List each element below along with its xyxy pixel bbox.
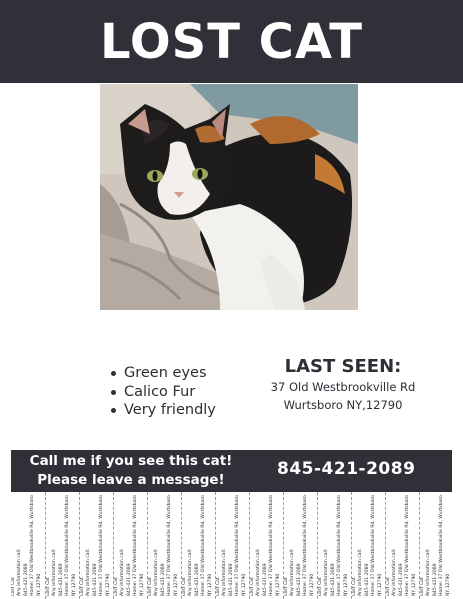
- tab-phone: 845-421-2089: [262, 563, 268, 596]
- tab-address: Home: 37 Old Westbrookville Rd, Wurtsboro: [30, 495, 36, 596]
- tear-off-tab[interactable]: [351, 492, 386, 599]
- tear-off-tab[interactable]: [181, 492, 216, 599]
- tear-off-tab[interactable]: [215, 492, 250, 599]
- tab-phone: 845-421-2089: [92, 563, 98, 596]
- tab-info-label: Any information call:: [17, 548, 23, 596]
- tear-off-tab[interactable]: [147, 492, 182, 599]
- tab-address: Home: 37 Old Westbrookville Rd, Wurtsboro: [133, 495, 139, 596]
- tab-title: Lost Cat: [80, 577, 85, 596]
- tab-title: Lost Cat: [420, 577, 425, 596]
- last-seen-heading: LAST SEEN:: [284, 356, 402, 377]
- trait-item: Calico Fur: [108, 383, 216, 402]
- tab-zip: NY,12790: [241, 573, 247, 596]
- tab-info-label: Any information call:: [426, 548, 432, 596]
- tab-zip: NY,12790: [207, 573, 213, 596]
- tab-phone: 845-421-2089: [330, 563, 336, 596]
- tab-info-label: Any information call:: [188, 548, 194, 596]
- tab-zip: NY,12790: [36, 573, 42, 596]
- trait-item: Very friendly: [108, 401, 216, 420]
- header-band: [0, 0, 463, 83]
- tab-address: Home: 37 Old Westbrookville Rd, Wurtsboro: [303, 495, 309, 596]
- tab-title: Lost Cat: [284, 577, 289, 596]
- tear-off-tab[interactable]: [317, 492, 352, 599]
- tab-title: Lost Cat: [250, 577, 255, 596]
- tab-info-label: Any information call:: [392, 548, 398, 596]
- banner-line2: Please leave a message!: [37, 472, 225, 488]
- tear-off-tab[interactable]: [45, 492, 80, 599]
- tab-zip: NY,12790: [377, 573, 383, 596]
- tear-off-tab[interactable]: [113, 492, 148, 599]
- tab-address: Home: 37 Old Westbrookville Rd, Wurtsboro: [235, 495, 241, 596]
- tear-off-tab[interactable]: [11, 492, 45, 599]
- last-seen-block: [268, 356, 418, 414]
- tear-off-tab[interactable]: [249, 492, 284, 599]
- tab-zip: NY,12790: [411, 573, 417, 596]
- tab-info-label: Any information call:: [324, 548, 330, 596]
- tab-info-label: Any information call:: [358, 548, 364, 596]
- tab-title: Lost Cat: [46, 577, 51, 596]
- tear-off-tab[interactable]: [79, 492, 114, 599]
- tab-title: Lost Cat: [114, 577, 119, 596]
- tab-phone: 845-421-2089: [432, 563, 438, 596]
- tab-zip: NY,12790: [309, 573, 315, 596]
- tab-phone: 845-421-2089: [126, 563, 132, 596]
- banner-phone: 845-421-2089: [277, 459, 416, 479]
- tab-phone: 845-421-2089: [23, 563, 29, 596]
- tear-off-tab[interactable]: [283, 492, 318, 599]
- tab-address: Home: 37 Old Westbrookville Rd, Wurtsboro: [371, 495, 377, 596]
- tear-off-tab[interactable]: [419, 492, 454, 599]
- tab-info-label: Any information call:: [222, 548, 228, 596]
- tab-phone: 845-421-2089: [364, 563, 370, 596]
- tab-info-label: Any information call:: [52, 548, 58, 596]
- tab-zip: NY,12790: [139, 573, 145, 596]
- contact-banner: [11, 450, 452, 492]
- page-title: LOST CAT: [99, 13, 364, 70]
- tab-address: Home: 37 Old Westbrookville Rd, Wurtsboro: [201, 495, 207, 596]
- tab-info-label: Any information call:: [120, 548, 126, 596]
- tab-address: Home: 37 Old Westbrookville Rd, Wurtsboro: [65, 495, 71, 596]
- banner-line1: Call me if you see this cat!: [29, 453, 233, 469]
- cat-photo: [100, 84, 358, 310]
- tear-off-tab[interactable]: [385, 492, 420, 599]
- tab-phone: 845-421-2089: [160, 563, 166, 596]
- tab-title: Lost Cat: [148, 577, 153, 596]
- tab-zip: NY,12790: [71, 573, 77, 596]
- tab-phone: 845-421-2089: [58, 563, 64, 596]
- tab-phone: 845-421-2089: [194, 563, 200, 596]
- tear-off-tabs: [11, 492, 452, 599]
- tab-phone: 845-421-2089: [398, 563, 404, 596]
- trait-item: Green eyes: [108, 364, 216, 383]
- tab-title: Lost Cat: [11, 577, 16, 596]
- tab-title: Lost Cat: [318, 577, 323, 596]
- tab-title: Lost Cat: [182, 577, 187, 596]
- tab-phone: 845-421-2089: [296, 563, 302, 596]
- tab-info-label: Any information call:: [256, 548, 262, 596]
- tab-address: Home: 37 Old Westbrookville Rd, Wurtsboro: [167, 495, 173, 596]
- last-seen-address-line1: 37 Old Westbrookville Rd: [270, 380, 416, 394]
- tab-zip: NY,12790: [105, 573, 111, 596]
- tab-address: Home: 37 Old Westbrookville Rd, Wurtsboro: [99, 495, 105, 596]
- tab-address: Home: 37 Old Westbrookville Rd, Wurtsboro: [269, 495, 275, 596]
- tab-address: Home: 37 Old Westbrookville Rd, Wurtsboro: [439, 495, 445, 596]
- tab-zip: NY,12790: [275, 573, 281, 596]
- banner-message: [11, 452, 251, 490]
- tab-title: Lost Cat: [216, 577, 221, 596]
- tab-info-label: Any information call:: [86, 548, 92, 596]
- tab-zip: NY,12790: [343, 573, 349, 596]
- tab-title: Lost Cat: [352, 577, 357, 596]
- tab-info-label: Any information call:: [154, 548, 160, 596]
- tab-info-label: Any information call:: [290, 548, 296, 596]
- tab-zip: NY,12790: [445, 573, 451, 596]
- last-seen-address-line2: Wurtsboro NY,12790: [283, 398, 403, 412]
- tab-phone: 845-421-2089: [228, 563, 234, 596]
- tab-zip: NY,12790: [173, 573, 179, 596]
- tab-address: Home: 37 Old Westbrookville Rd, Wurtsboro: [405, 495, 411, 596]
- tab-title: Lost Cat: [386, 577, 391, 596]
- trait-list: [108, 364, 216, 420]
- tab-address: Home: 37 Old Westbrookville Rd, Wurtsboro: [337, 495, 343, 596]
